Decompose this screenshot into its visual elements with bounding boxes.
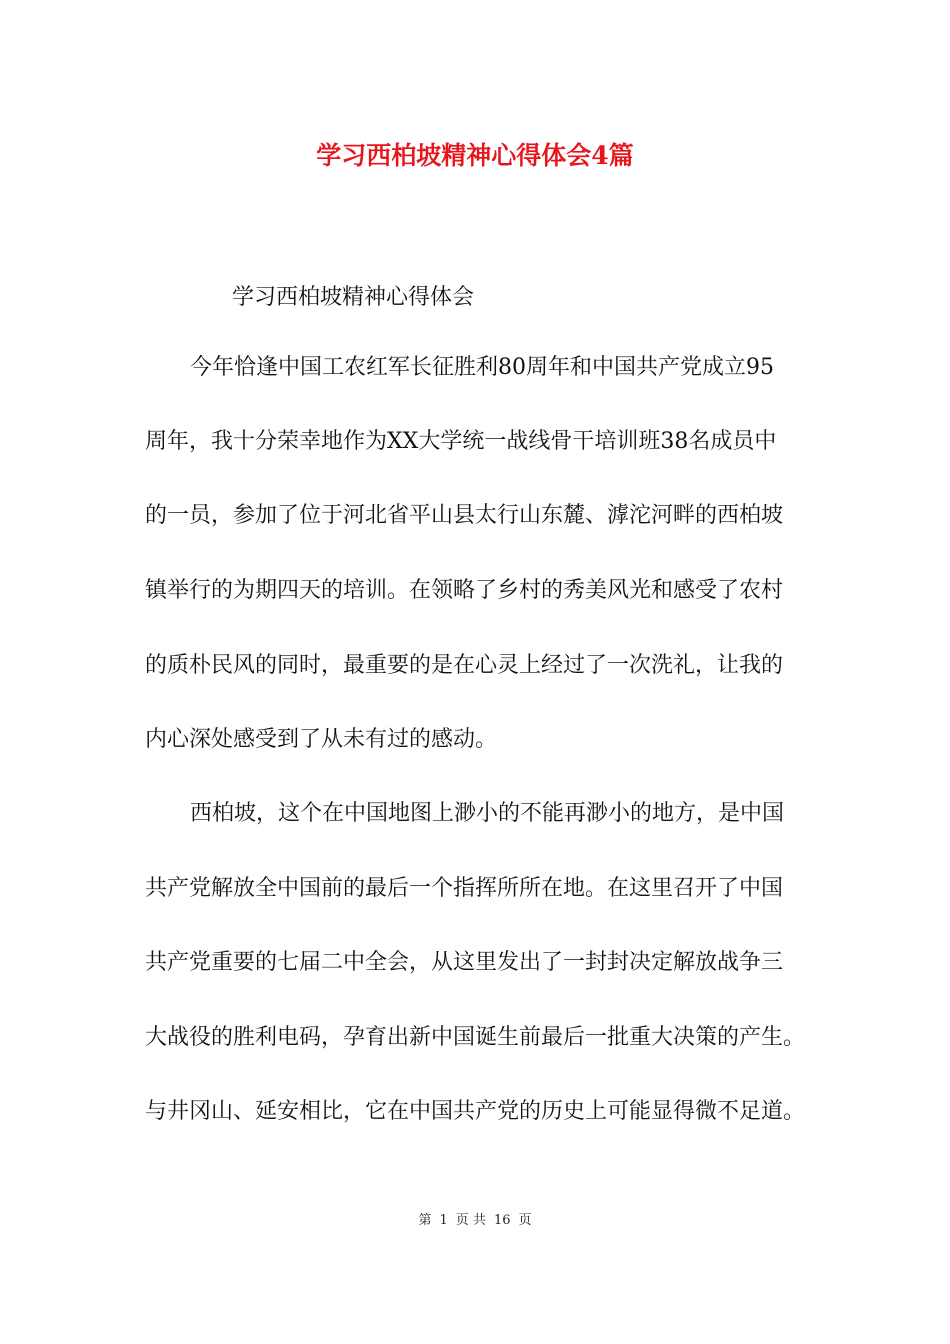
body-line: 共产党重要的七届二中全会，从这里发出了一封封决定解放战争三 xyxy=(145,950,784,975)
page-label-post: 页 xyxy=(518,1213,532,1228)
page-label-pre: 第 xyxy=(418,1213,432,1228)
body-line: 与井冈山、延安相比，它在中国共产党的历史上可能显得微不足道。 xyxy=(145,1099,806,1124)
page-number: 1 xyxy=(439,1213,448,1228)
body-line: 内心深处感受到了从未有过的感动。 xyxy=(145,727,498,752)
page-label-mid: 页 共 xyxy=(455,1213,486,1228)
body-line: 共产党解放全中国前的最后一个指挥所所在地。在这里召开了中国 xyxy=(145,876,784,901)
document-title: 学习西柏坡精神心得体会4篇 xyxy=(316,141,634,170)
body-line: 的质朴民风的同时，最重要的是在心灵上经过了一次洗礼，让我的 xyxy=(145,653,784,678)
page-footer xyxy=(0,1209,950,1228)
body-line: 今年恰逢中国工农红军长征胜利80周年和中国共产党成立95 xyxy=(190,355,774,380)
body-line: 西柏坡，这个在中国地图上渺小的不能再渺小的地方，是中国 xyxy=(190,801,785,826)
document-subtitle: 学习西柏坡精神心得体会 xyxy=(232,285,475,310)
body-line: 镇举行的为期四天的培训。在领略了乡村的秀美风光和感受了农村 xyxy=(145,578,784,603)
body-line: 周年，我十分荣幸地作为XX大学统一战线骨干培训班38名成员中 xyxy=(145,429,777,454)
body-line: 的一员，参加了位于河北省平山县太行山东麓、滹沱河畔的西柏坡 xyxy=(145,503,784,528)
body-line: 大战役的胜利电码，孕育出新中国诞生前最后一批重大决策的产生。 xyxy=(145,1025,806,1050)
total-pages: 16 xyxy=(493,1213,511,1228)
